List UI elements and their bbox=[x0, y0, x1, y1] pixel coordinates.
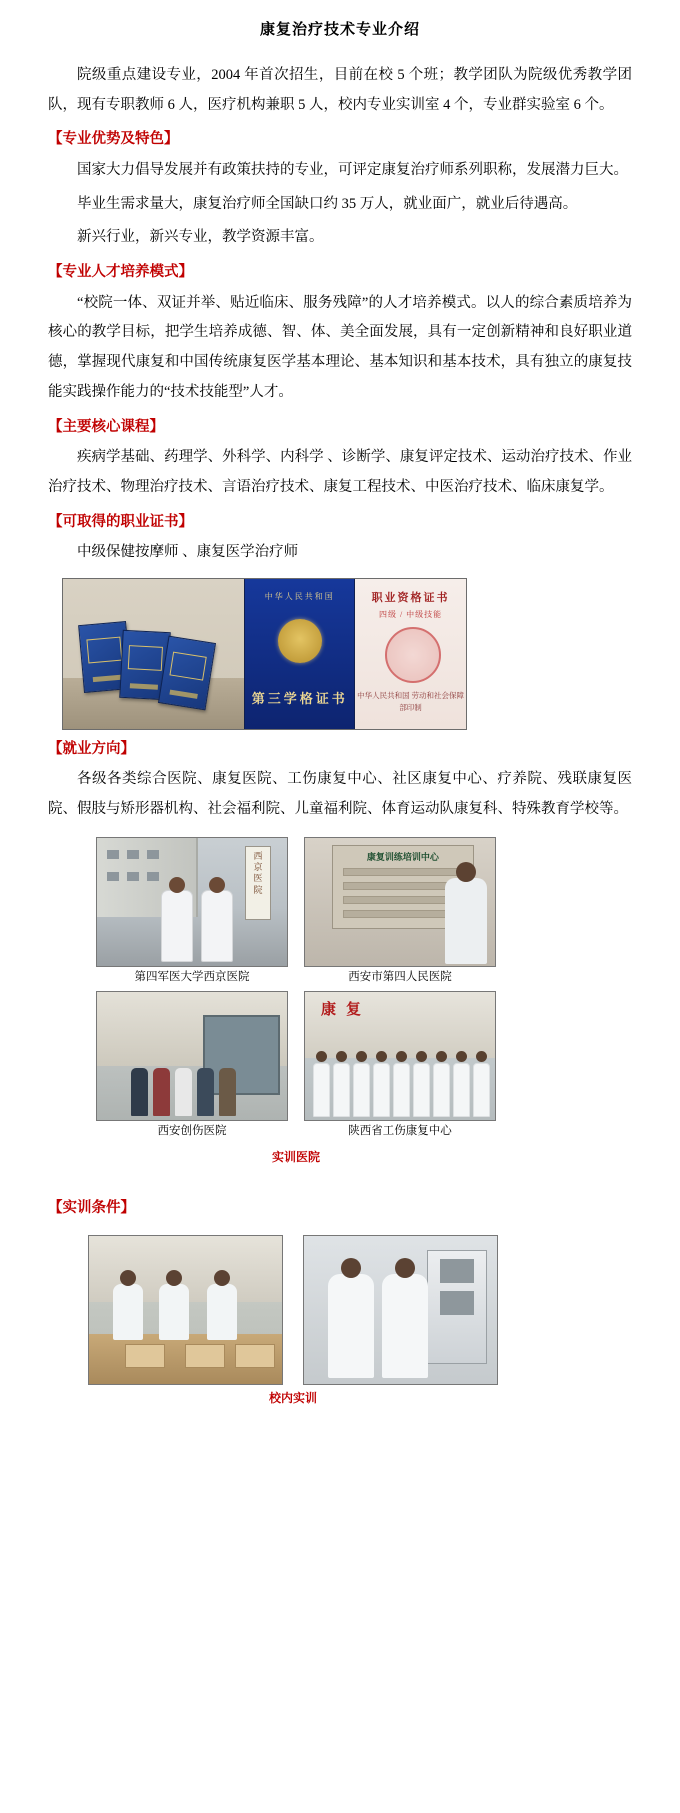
hospital-photo-trauma bbox=[96, 991, 288, 1121]
section-heading-core-courses: 【主要核心课程】 bbox=[48, 418, 164, 435]
hospital-photo-no4 bbox=[304, 837, 496, 967]
person-figure bbox=[159, 1284, 189, 1340]
signboard-title: 康复训练培训中心 bbox=[366, 852, 439, 863]
window-shape bbox=[127, 872, 139, 881]
training-caption: 校内实训 bbox=[268, 1390, 317, 1405]
photo-caption: 西安创伤医院 bbox=[157, 1124, 227, 1137]
certificate-inner-page bbox=[355, 579, 466, 729]
training-kit bbox=[235, 1344, 275, 1368]
certificate-books-area bbox=[63, 579, 244, 729]
paragraph-employment: 各级各类综合医院、康复医院、工伤康复中心、社区康复中心、疗养院、残联康复医院、假肢与矫形器机构、社会福利院、儿童福利院、体育运动队康复科、特殊教育学校等。 bbox=[48, 771, 632, 818]
photo-cell bbox=[96, 837, 288, 989]
certificate-level-text: 四级 / 中级技能 bbox=[378, 609, 443, 619]
person-figure bbox=[201, 890, 233, 962]
photo-cell bbox=[304, 837, 496, 989]
training-photo-grid bbox=[88, 1235, 498, 1385]
section-heading-advantages: 【专业优势及特色】 bbox=[48, 131, 179, 148]
window-shape bbox=[147, 872, 159, 881]
certificate-title-text: 职业资格证书 bbox=[371, 591, 450, 604]
photo-cell bbox=[96, 991, 288, 1143]
training-photo-equipment bbox=[303, 1235, 498, 1385]
people-group bbox=[131, 1068, 236, 1116]
hospital-photo-grid bbox=[96, 837, 496, 1143]
paragraph-certificates: 中级保健按摩师 、康复医学治疗师 bbox=[77, 544, 299, 561]
intro-paragraph: 院级重点建设专业，2004 年首次招生，目前在校 5 个班；教学团队为院级优秀教学团队，现有专职教师 6 人，医疗机构兼职 5 人，校内专业实训室 4 个，专业群实验室 6 个。 bbox=[48, 67, 632, 113]
hospital-group-caption: 实训医院 bbox=[271, 1150, 320, 1165]
certificate-cover-bottom-text: 第三学格证书 bbox=[251, 690, 348, 706]
training-kit bbox=[125, 1344, 165, 1368]
person-figure bbox=[161, 890, 193, 962]
section-heading-certificates: 【可取得的职业证书】 bbox=[48, 513, 193, 530]
person-figure bbox=[382, 1274, 428, 1378]
paragraph-advantage-1: 国家大力倡导发展并有政策扶持的专业，可评定康复治疗师系列职称，发展潜力巨大。 bbox=[77, 161, 628, 178]
rehab-equipment bbox=[427, 1250, 487, 1364]
photo-caption: 陕西省工伤康复中心 bbox=[348, 1124, 452, 1137]
paragraph-training-model: “校院一体、双证并举、贴近临床、服务残障”的人才培养模式。以人的综合素质培养为核心的教学目标，把学生培养成德、智、体、美全面发展，具有一定创新精神和良好职业道德，掌握现代康复和中国传统康复医学基本理论、基本知识和基本技术，具有独立的康复技能实践操作能力的“技术技能型”人才。 bbox=[48, 294, 632, 400]
training-photo-occupational-therapy bbox=[88, 1235, 283, 1385]
window-shape bbox=[107, 872, 119, 881]
certificate-cover-top-text: 中华人民共和国 bbox=[264, 591, 335, 601]
certificate-issuer-text: 中华人民共和国 劳动和社会保障部印制 bbox=[357, 691, 464, 712]
red-seal-icon bbox=[385, 627, 441, 683]
hospital-photo-rehab-center bbox=[304, 991, 496, 1121]
paragraph-advantage-3: 新兴行业，新兴专业，教学资源丰富。 bbox=[77, 229, 324, 246]
person-figure bbox=[207, 1284, 237, 1340]
paragraph-core-courses: 疾病学基础、药理学、外科学、内科学 、诊断学、康复评定技术、运动治疗技术、作业治疗技术、物理治疗技术、言语治疗技术、康复工程技术、中医治疗技术、临床康复学。 bbox=[48, 449, 632, 495]
photo-row bbox=[96, 991, 496, 1143]
photo-caption: 第四军医大学西京医院 bbox=[134, 970, 250, 983]
hospital-sign: 西 京 医 院 bbox=[245, 846, 271, 920]
photo-cell bbox=[304, 991, 496, 1143]
people-group bbox=[313, 1063, 490, 1117]
person-figure bbox=[445, 878, 487, 964]
person-figure bbox=[113, 1284, 143, 1340]
section-heading-training-conditions: 【实训条件】 bbox=[48, 1200, 135, 1217]
national-emblem-icon bbox=[278, 619, 322, 663]
photo-row bbox=[96, 837, 496, 989]
window-shape bbox=[127, 850, 139, 859]
hospital-photo-xijing bbox=[96, 837, 288, 967]
section-heading-employment: 【就业方向】 bbox=[48, 740, 135, 757]
page-title: 康复治疗技术专业介绍 bbox=[259, 22, 420, 38]
person-figure bbox=[328, 1274, 374, 1378]
section-heading-training-model: 【专业人才培养模式】 bbox=[48, 264, 193, 281]
training-kit bbox=[185, 1344, 225, 1368]
window-shape bbox=[107, 850, 119, 859]
paragraph-advantage-2: 毕业生需求量大，康复治疗师全国缺口约 35 万人，就业面广，就业后待遇高。 bbox=[77, 195, 578, 212]
certificate-cover bbox=[244, 579, 355, 729]
wall-characters: 康复 bbox=[321, 1001, 372, 1018]
window-shape bbox=[147, 850, 159, 859]
certificate-photo bbox=[62, 578, 467, 730]
photo-caption: 西安市第四人民医院 bbox=[348, 970, 452, 983]
